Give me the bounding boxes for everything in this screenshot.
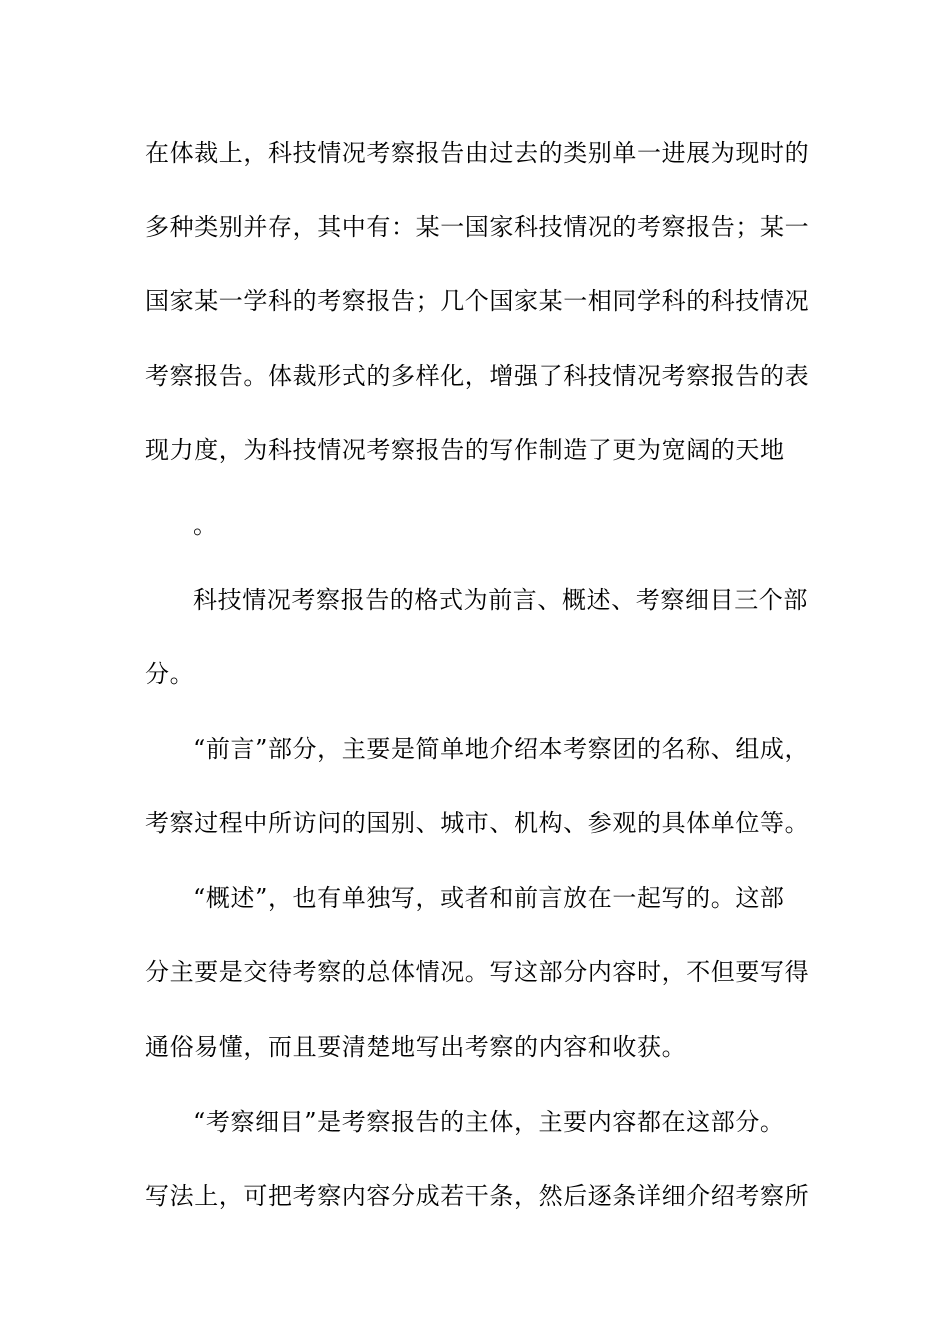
text-line: 考察报告。体裁形式的多样化，增强了科技情况考察报告的表 — [145, 362, 810, 390]
paragraph-start-line: “前言”部分，主要是简单地介绍本考察团的名称、组成， — [193, 735, 810, 763]
text-line: 多种类别并存，其中有：某一国家科技情况的考察报告；某一 — [145, 213, 810, 241]
paragraph-start-line: “考察细目”是考察报告的主体，主要内容都在这部分。 — [193, 1108, 785, 1136]
text-line: 写法上，可把考察内容分成若干条，然后逐条详细介绍考察所 — [145, 1182, 810, 1210]
text-line: 分主要是交待考察的总体情况。写这部分内容时，不但要写得 — [145, 958, 810, 986]
text-line: 通俗易懂，而且要清楚地写出考察的内容和收获。 — [145, 1033, 687, 1061]
text-line: 。 — [193, 511, 218, 539]
text-line: 考察过程中所访问的国别、城市、机构、参观的具体单位等。 — [145, 809, 810, 837]
text-line: 在体裁上，科技情况考察报告由过去的类别单一进展为现时的 — [145, 139, 810, 167]
text-line: 分。 — [145, 660, 195, 688]
text-line: 国家某一学科的考察报告；几个国家某一相同学科的科技情况 — [145, 287, 810, 315]
paragraph-start-line: “概述”，也有单独写，或者和前言放在一起写的。这部 — [193, 884, 785, 912]
text-line: 现力度，为科技情况考察报告的写作制造了更为宽阔的天地 — [145, 436, 785, 464]
paragraph-start-line: 科技情况考察报告的格式为前言、概述、考察细目三个部 — [193, 586, 808, 614]
